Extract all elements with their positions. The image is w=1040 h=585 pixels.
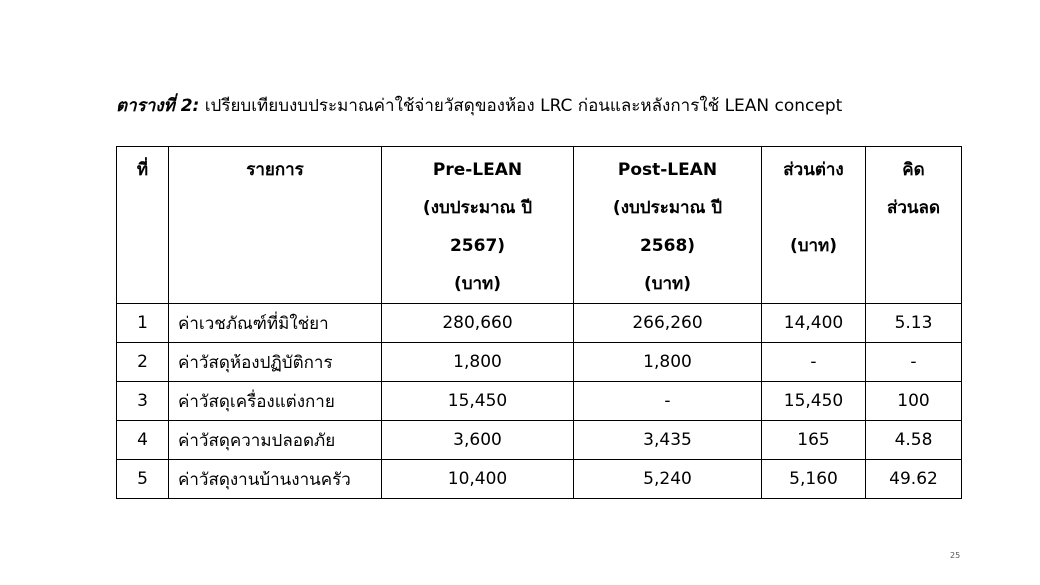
table-row — [117, 382, 962, 421]
header-row — [117, 147, 962, 304]
cell-pre-lean: 10,400 — [382, 460, 574, 499]
table-row — [117, 343, 962, 382]
header-item: รายการ — [169, 147, 382, 304]
cell-pre-lean: 15,450 — [382, 382, 574, 421]
cell-item: ค่าเวชภัณฑ์ที่มิใช่ยา — [169, 304, 382, 343]
table-row — [117, 421, 962, 460]
header-pre-lean: Pre-LEAN (งบประมาณ ปี 2567) (บาท) — [382, 147, 574, 304]
cell-no: 5 — [117, 460, 169, 499]
table-row — [117, 460, 962, 499]
cell-no: 2 — [117, 343, 169, 382]
cell-item: ค่าวัสดุเครื่องแต่งกาย — [169, 382, 382, 421]
cell-pre-lean: 280,660 — [382, 304, 574, 343]
cell-discount: 100 — [866, 382, 962, 421]
header-discount: คิด ส่วนลด — [866, 147, 962, 304]
table-row — [117, 304, 962, 343]
cell-item: ค่าวัสดุงานบ้านงานครัว — [169, 460, 382, 499]
header-difference: ส่วนต่าง (บาท) — [762, 147, 866, 304]
page-number: 25 — [950, 551, 961, 560]
caption-label: ตารางที่ 2: — [116, 96, 200, 116]
cell-item: ค่าวัสดุห้องปฏิบัติการ — [169, 343, 382, 382]
cell-item: ค่าวัสดุความปลอดภัย — [169, 421, 382, 460]
cell-discount: - — [866, 343, 962, 382]
cell-pre-lean: 3,600 — [382, 421, 574, 460]
budget-comparison-table — [116, 146, 962, 499]
cell-difference: - — [762, 343, 866, 382]
cell-difference: 15,450 — [762, 382, 866, 421]
cell-discount: 4.58 — [866, 421, 962, 460]
cell-post-lean: 266,260 — [574, 304, 762, 343]
header-no: ที่ — [117, 147, 169, 304]
table-caption — [116, 92, 1016, 120]
cell-difference: 14,400 — [762, 304, 866, 343]
cell-post-lean: 5,240 — [574, 460, 762, 499]
cell-no: 1 — [117, 304, 169, 343]
cell-post-lean: 1,800 — [574, 343, 762, 382]
cell-difference: 5,160 — [762, 460, 866, 499]
caption-text: เปรียบเทียบงบประมาณค่าใช้จ่ายวัสดุของห้อง LRC ก่อนและหลังการใช้ LEAN concept — [204, 96, 843, 116]
cell-no: 3 — [117, 382, 169, 421]
header-post-lean: Post-LEAN (งบประมาณ ปี 2568) (บาท) — [574, 147, 762, 304]
cell-post-lean: - — [574, 382, 762, 421]
cell-discount: 5.13 — [866, 304, 962, 343]
cell-pre-lean: 1,800 — [382, 343, 574, 382]
cell-no: 4 — [117, 421, 169, 460]
cell-post-lean: 3,435 — [574, 421, 762, 460]
cell-discount: 49.62 — [866, 460, 962, 499]
cell-difference: 165 — [762, 421, 866, 460]
